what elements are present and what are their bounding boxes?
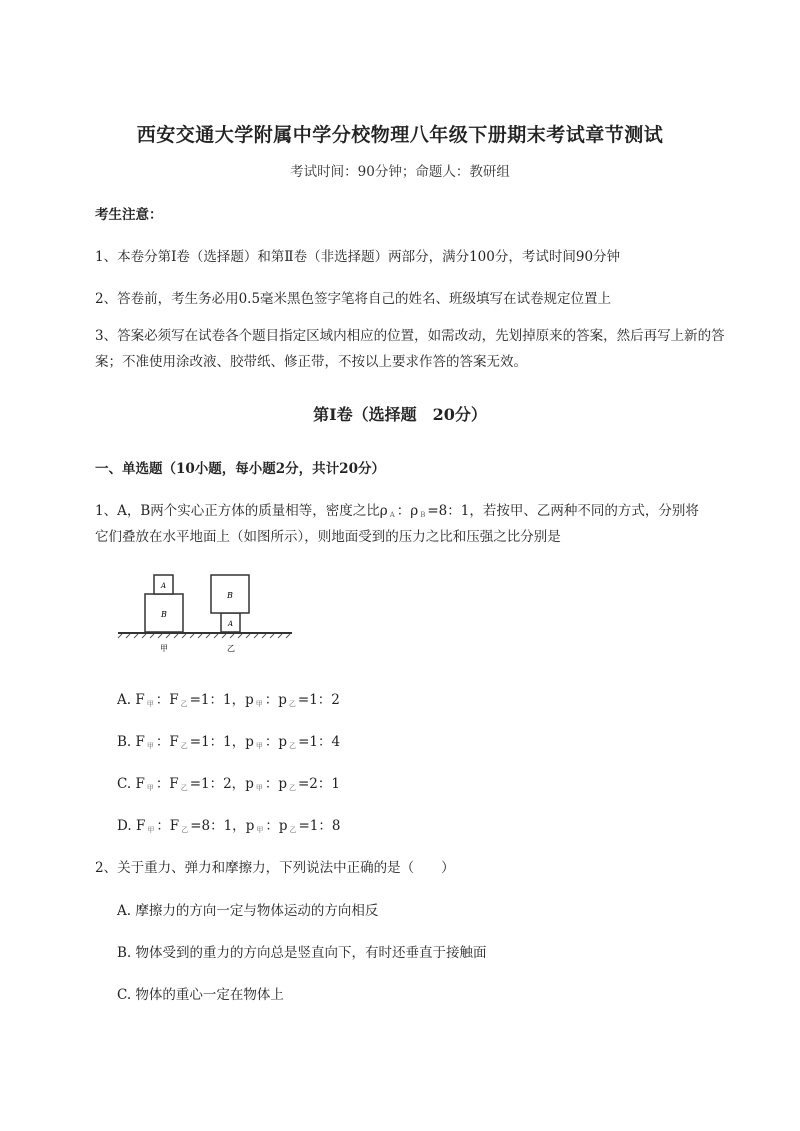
force-colon: ：F [156, 818, 180, 834]
pressure-symbol: p [245, 776, 254, 792]
q1-option-c[interactable] [117, 772, 340, 793]
pressure-ratio: =1：8 [298, 818, 341, 834]
sub-jia: 甲 [255, 742, 263, 750]
q2-option-c[interactable]: C. 物体的重心一定在物体上 [117, 987, 284, 1003]
pressure-symbol: p [245, 818, 255, 834]
ground-hatch [118, 634, 290, 638]
sub-jia: 甲 [146, 784, 154, 792]
pressure-ratio: =2：1 [298, 776, 340, 792]
q1-figure [110, 565, 300, 660]
pressure-ratio: =1：2 [297, 692, 340, 708]
question-1-line-2: 它们叠放在水平地面上（如图所示），则地面受到的压力之比和压强之比分别是 [95, 529, 561, 545]
section-title: 第I卷（选择题 20分） [313, 405, 487, 424]
option-letter: D. [117, 818, 132, 834]
q1-text-mid: ：ρ [396, 503, 419, 519]
pressure-colon: ：p [265, 818, 288, 834]
force-symbol: F [135, 818, 146, 834]
sub-jia: 甲 [255, 700, 263, 708]
force-colon: ：F [155, 692, 179, 708]
notice-heading: 考生注意： [95, 207, 163, 223]
sub-yi: 乙 [288, 700, 296, 708]
question-2-stem: 2、关于重力、弹力和摩擦力，下列说法中正确的是（ ） [95, 860, 455, 876]
option-letter: B. [117, 734, 132, 750]
sub-jia: 甲 [256, 826, 264, 834]
pressure-colon: ：p [264, 692, 287, 708]
notice-item-2: 2、答卷前，考生务必用0.5毫米黑色签字笔将自己的姓名、班级填写在试卷规定位置上 [95, 291, 612, 307]
sub-jia: 甲 [255, 784, 263, 792]
sub-yi: 乙 [289, 784, 296, 792]
caption-yi: 乙 [227, 644, 235, 653]
sub-jia: 甲 [146, 742, 154, 750]
q1-option-b[interactable] [117, 730, 340, 751]
force-symbol: F [135, 734, 145, 750]
force-ratio: =8：1， [190, 818, 246, 834]
caption-jia: 甲 [160, 644, 168, 653]
sub-yi: 乙 [289, 826, 297, 834]
page-title: 西安交通大学附属中学分校物理八年级下册期末考试章节测试 [136, 124, 664, 146]
force-ratio: =1：2， [189, 776, 246, 792]
force-symbol: F [135, 776, 145, 792]
option-letter: A. [117, 692, 132, 708]
sub-yi: 乙 [180, 784, 188, 792]
sub-yi: 乙 [180, 742, 188, 750]
page-subtitle: 考试时间：90分钟；命题人：教研组 [290, 164, 510, 180]
jia-label-b: B [161, 610, 167, 619]
question-1-line-1 [95, 499, 699, 519]
sub-jia: 甲 [146, 700, 154, 708]
notice-item-3: 3、答案必须写在试卷各个题目指定区域内相应的位置，如需改动，先划掉原来的答案，然后再写上新的答案；不准使用涂改液、胶带纸、修正带，不按以上要求作答的答案无效。 [95, 328, 725, 370]
pressure-colon: ：p [264, 734, 288, 750]
sub-yi: 乙 [181, 826, 189, 834]
yi-label-a: A [227, 620, 234, 628]
yi-label-b: B [227, 591, 233, 600]
notice-item-1: 1、本卷分第I卷（选择题）和第Ⅱ卷（非选择题）两部分，满分100分，考试时间90分钟 [95, 249, 621, 265]
jia-label-a: A [160, 582, 167, 590]
pressure-symbol: p [245, 734, 254, 750]
force-ratio: =1：1， [189, 734, 246, 750]
pressure-colon: ：p [264, 776, 287, 792]
pressure-symbol: p [245, 692, 254, 708]
force-colon: ：F [155, 776, 179, 792]
option-letter: C. [117, 776, 132, 792]
q1-text-b: =8：1，若按甲、乙两种不同的方式，分别将 [427, 503, 699, 519]
q1-sub-a: A [389, 511, 395, 519]
q2-option-a[interactable]: A. 摩擦力的方向一定与物体运动的方向相反 [117, 903, 379, 919]
q2-option-b[interactable]: B. 物体受到的重力的方向总是竖直向下，有时还垂直于接触面 [117, 945, 487, 961]
q1-sub-b: B [420, 511, 426, 519]
sub-yi: 乙 [289, 742, 297, 750]
sub-yi: 乙 [180, 700, 188, 708]
q1-option-d[interactable] [117, 814, 341, 835]
sub-jia: 甲 [147, 826, 155, 834]
pressure-ratio: =1：4 [298, 734, 341, 750]
q1-option-a[interactable] [117, 688, 340, 709]
force-ratio: =1：1， [189, 692, 246, 708]
force-colon: ：F [155, 734, 179, 750]
force-symbol: F [135, 692, 145, 708]
q1-text-a: 1、A，B两个实心正方体的质量相等，密度之比ρ [95, 503, 388, 519]
part-heading: 一、单选题（10小题，每小题2分，共计20分） [95, 461, 385, 477]
